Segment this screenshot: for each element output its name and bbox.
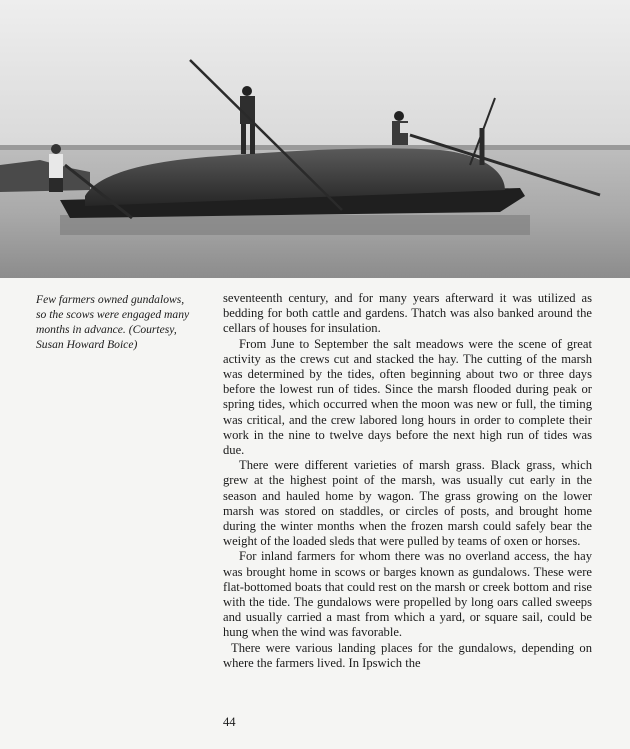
caption-line: so the scows were engaged many [36, 308, 190, 321]
paragraph: There were various landing places for the gundalows, depending on where the farmers lived. In Ipswich the [223, 640, 592, 670]
photo-caption [36, 292, 206, 352]
caption-line: Susan Howard Boice) [36, 338, 138, 351]
paragraph: seventeenth century, and for many years afterward it was utilized as bedding for both cattle and gardens. Thatch was also banked around the cellars of houses for insulation. [223, 291, 592, 336]
paragraph: For inland farmers for whom there was no overland access, the hay was brought home in scows or barges known as gundalows. These were flat-bottomed boats that could rest on the marsh or creek bottom and rise with the tide. The gundalows were propelled by long oars called sweeps and usually carried a mast from which a yard, or square sail, could be hung when the wind was favorable. [223, 549, 592, 640]
paragraph: From June to September the salt meadows were the scene of great activity as the crews cut and stacked the hay. The cutting of the marsh was determined by the tides, often beginning about two or three days before the lowest run of tides. Since the marsh flooded during peak or spring tides, which occurred when the moon was new or full, the timing was critical, and the crew labored long hours in order to complete their work in the nine to twelve days before the next high run of tides was due. [223, 336, 592, 458]
sky [0, 0, 630, 150]
body-text [223, 291, 592, 671]
caption-line: months in advance. (Courtesy, [36, 323, 177, 336]
paragraph: There were different varieties of marsh grass. Black grass, which grew at the highest point of the marsh, was usually cut early in the season and hauled home by wagon. The grass growing on the lower marsh was stored on staddles, or circles of posts, and brought home during the winter months when the frozen marsh could safely bear the weight of the loaded sleds that were pulled by teams of oxen or horses. [223, 458, 592, 549]
page-number: 44 [223, 715, 236, 729]
caption-line: Few farmers owned gundalows, [36, 293, 185, 306]
photo-gundalow-hay-scow [0, 0, 630, 278]
